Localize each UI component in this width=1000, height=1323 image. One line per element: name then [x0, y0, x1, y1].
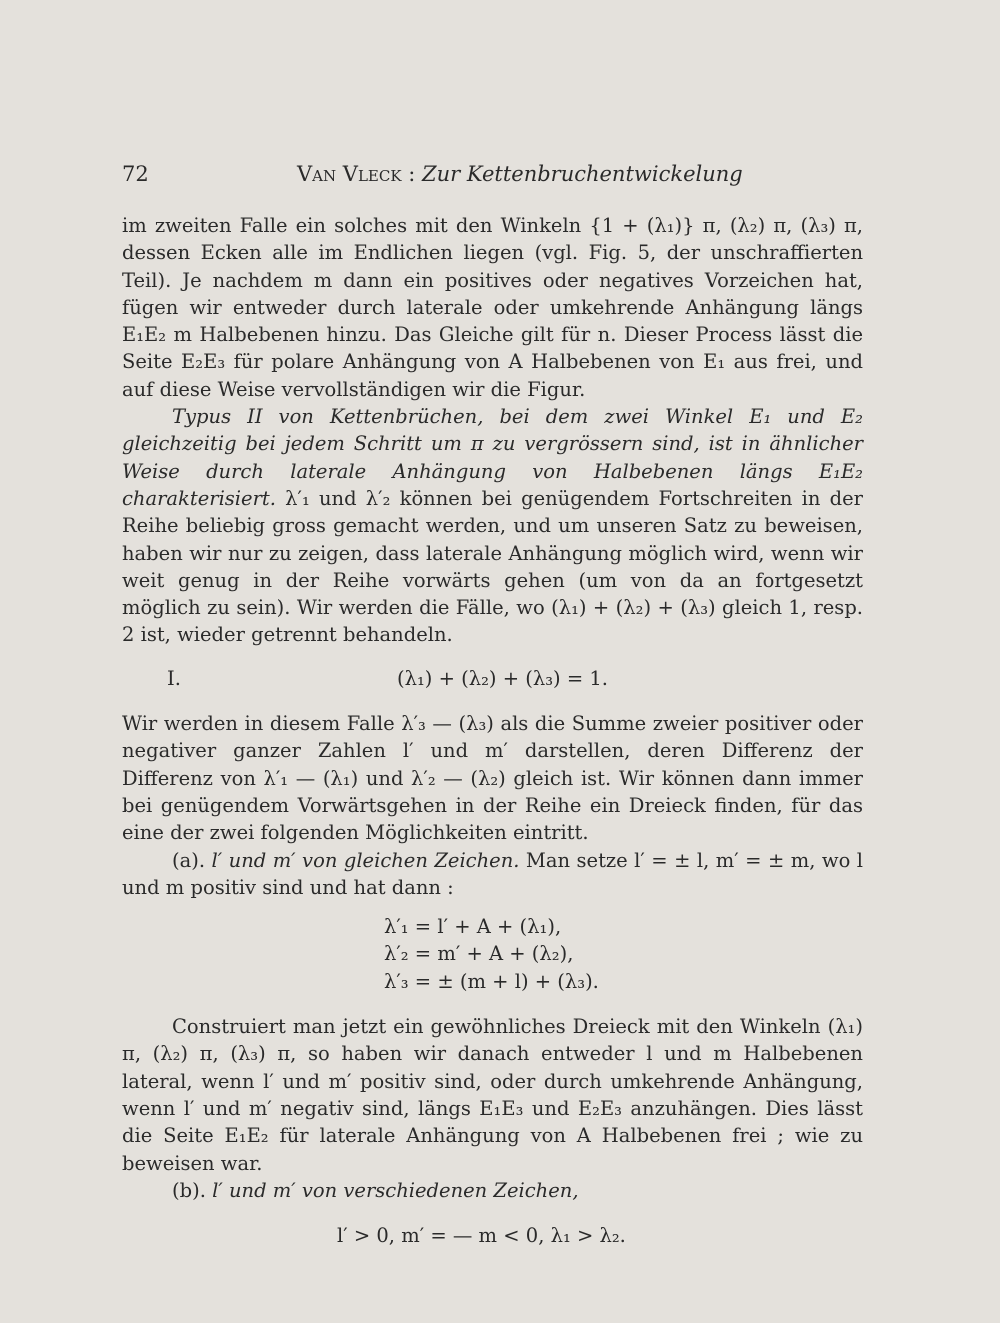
header-separator: :	[401, 162, 422, 186]
case-b-title: l′ und m′ von verschiedenen Zeichen,	[212, 1178, 579, 1202]
paragraph: im zweiten Falle ein solches mit den Winkeln {1 + (λ₁)} π, (λ₂) π, (λ₃) π, dessen Ecken alle im Endlichen liegen (vgl. Fig. 5, der unschraffierten Teil). Je nachdem m dann ein positives oder negatives Vorzeichen hat, fügen wir entweder durch laterale oder umkehrende Anhängung längs E₁E₂ m Halbebenen hinzu. Das Gleiche gilt für n. Dieser Process lässt die Seite E₂E₃ für polare Anhängung von A Halbebenen von E₁ aus frei, und auf diese Weise vervollständigen wir die Figur.	[122, 214, 863, 401]
paragraph	[122, 847, 863, 902]
equation-line: λ′₂ = m′ + A + (λ₂),	[384, 942, 574, 966]
page-header	[122, 160, 743, 190]
equation-line: λ′₃ = ± (m + l) + (λ₃).	[384, 969, 599, 993]
case-b-label: (b).	[172, 1178, 206, 1202]
case-equation: (λ₁) + (λ₂) + (λ₃) = 1.	[397, 666, 608, 690]
paragraph: Wir werden in diesem Falle λ′₃ — (λ₃) als die Summe zweier positiver oder negativer ganzer Zahlen l′ und m′ darstellen, deren Differenz der Differenz von λ′₁ — (λ₁) und λ′₂ — (λ₂) gleich ist. Wir können dann immer bei genügendem Vorwärtsgehen in der Reihe ein Dreieck finden, für das eine der zwei folgenden Möglichkeiten eintritt.	[122, 712, 863, 845]
case-label: I.	[167, 666, 181, 690]
case-heading	[122, 665, 863, 692]
case-a-label: (a).	[172, 848, 206, 872]
paragraph	[122, 1177, 863, 1204]
inequality-line: l′ > 0, m′ = — m < 0, λ₁ > λ₂.	[337, 1224, 626, 1248]
paragraph: Construiert man jetzt ein gewöhnliches Dreieck mit den Winkeln (λ₁) π, (λ₂) π, (λ₃) π, so haben wir danach entweder l und m Halbebenen lateral, wenn l′ und m′ positiv sind, oder durch umkehrende Anhängung, wenn l′ und m′ negativ sind, längs E₁E₃ und E₂E₃ anzuhängen. Dies lässt die Seite E₁E₂ für laterale Anhängung von A Halbebenen frei ; wie zu beweisen war.	[122, 1015, 863, 1175]
running-title	[297, 162, 743, 186]
equation-system	[384, 913, 863, 995]
paragraph	[122, 403, 863, 649]
paragraph-text: Man setze l′ = ± l, m′ = ± m, wo l und m positiv sind und hat dann :	[122, 848, 864, 899]
page-number: 72	[122, 162, 149, 186]
article-title: Zur Kettenbruchentwickelung	[422, 162, 743, 186]
case-a-title: l′ und m′ von gleichen Zeichen.	[211, 848, 520, 872]
italic-statement: Typus II von Kettenbrüchen, bei dem zwei Winkel E₁ und E₂ gleichzeitig bei jedem Schritt um π zu vergrössern sind, ist in ähnlicher Weise durch laterale Anhängung von Halbebenen längs E₁E₂ charakterisiert.	[122, 405, 863, 510]
equation-line: λ′₁ = l′ + A + (λ₁),	[384, 915, 562, 939]
paragraph-text: λ′₁ und λ′₂ können bei genügendem Fortschreiten in der Reihe beliebig gross gemacht werden, und um unseren Satz zu beweisen, haben wir nur zu zeigen, dass laterale Anhängung möglich wird, wenn wir weit genug in der Reihe vorwärts gehen (um von da an fortgesetzt möglich zu sein). Wir werden die Fälle, wo (λ₁) + (λ₂) + (λ₃) gleich 1, resp. 2 ist, wieder getrennt behandeln.	[122, 486, 863, 647]
body-text	[122, 212, 863, 1249]
author-name: Van Vleck	[297, 162, 402, 186]
